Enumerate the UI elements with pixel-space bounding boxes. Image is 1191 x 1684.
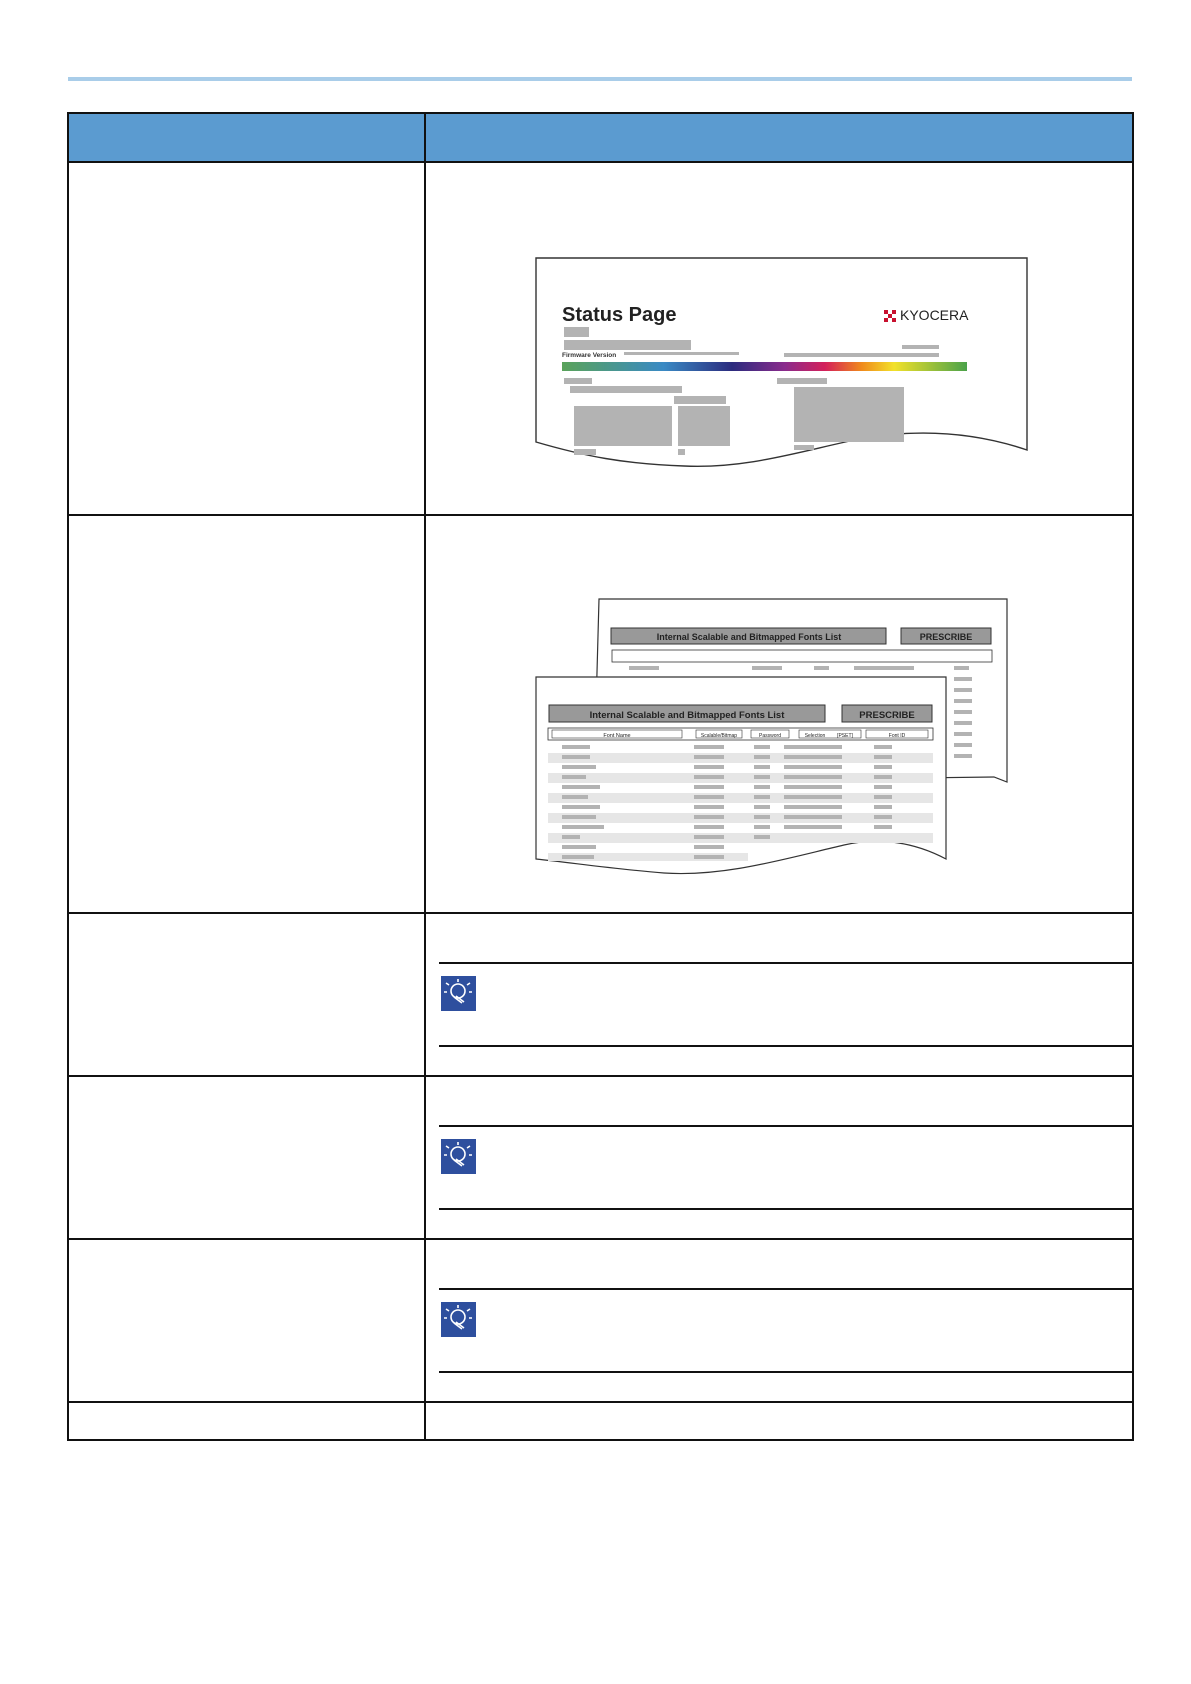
column-font-name: Font Name xyxy=(603,733,631,739)
row-divider xyxy=(69,1238,1132,1240)
hint-bottom-rule xyxy=(439,1208,1133,1210)
hint-bottom-rule xyxy=(439,1045,1133,1047)
top-divider xyxy=(68,77,1132,81)
font-list-title: Internal Scalable and Bitmapped Fonts List xyxy=(589,710,785,721)
font-list-page-front xyxy=(536,677,946,874)
column-scalable: Scalable/Bitmap xyxy=(700,733,738,739)
status-page-title: Status Page xyxy=(562,304,677,326)
color-bar xyxy=(562,362,967,371)
lightbulb-hint-icon xyxy=(441,1302,476,1337)
hint-top-rule xyxy=(439,1288,1133,1290)
row-divider xyxy=(69,1401,1132,1403)
prescribe-label: PRESCRIBE xyxy=(859,710,915,721)
status-page-illustration xyxy=(534,256,1039,486)
lightbulb-hint-icon xyxy=(441,1139,476,1174)
row-divider xyxy=(69,514,1132,516)
brand-name: KYOCERA xyxy=(900,307,969,323)
column-selection: Selection xyxy=(804,733,826,739)
row-divider xyxy=(69,912,1132,914)
column-pset: [PSET] xyxy=(837,733,853,739)
column-font-id: Font ID xyxy=(888,733,906,739)
column-divider xyxy=(424,114,426,1439)
hint-top-rule xyxy=(439,962,1133,964)
font-list-title-back: Internal Scalable and Bitmapped Fonts List xyxy=(656,632,842,642)
column-password: Password xyxy=(759,733,781,739)
font-list-illustration xyxy=(534,597,1039,897)
row-divider xyxy=(69,1075,1132,1077)
hint-bottom-rule xyxy=(439,1371,1133,1373)
table-header-row xyxy=(69,114,1132,163)
hint-top-rule xyxy=(439,1125,1133,1127)
lightbulb-hint-icon xyxy=(441,976,476,1011)
prescribe-label-back: PRESCRIBE xyxy=(919,632,973,642)
firmware-label: Firmware Version xyxy=(562,352,617,359)
report-table xyxy=(67,112,1134,1441)
